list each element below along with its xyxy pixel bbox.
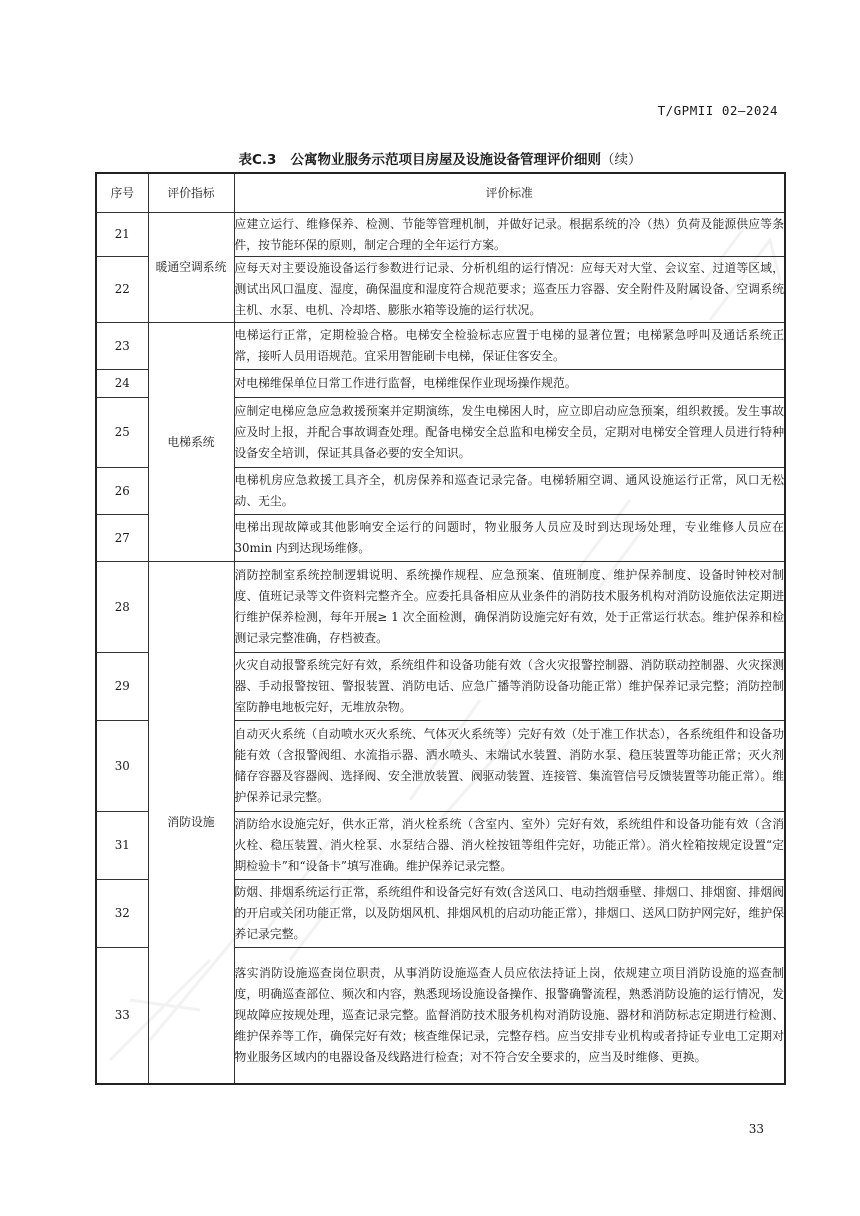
- standard-code: T/GPMII 02—2024: [657, 103, 778, 118]
- row-number: 24: [96, 370, 148, 398]
- page-number: 33: [748, 1122, 764, 1136]
- criteria-text: 消防控制室系统控制逻辑说明、系统操作规程、应急预案、值班制度、维护保养制度、设备时钟校对制度、值班记录等文件资料完整齐全。应委托具备相应从业条件的消防技术服务机构对消防设施依法定期进行维护保养检测，每年开展≥ 1 次全面检测，确保消防设施完好有效，处于正常运行状态。维护保养和检测记录完整准确，存档被查。: [234, 562, 785, 653]
- criteria-text: 应每天对主要设施设备运行参数进行记录、分析机组的运行情况：应每天对大堂、会议室、过道等区域，测试出风口温度、湿度，确保温度和湿度符合规范要求；巡查压力容器、安全附件及附属设备、空调系统主机、水泵、电机、冷却塔、膨胀水箱等设施的运行状况。: [234, 257, 785, 323]
- criteria-text: 消防给水设施完好，供水正常，消火栓系统（含室内、室外）完好有效，系统组件和设备功能有效（含消火栓、稳压装置、消火栓泵、水泵结合器、消火栓按钮等组件完好，功能正常）。消火栓箱按规定设置“定期检验卡”和“设备卡”填写准确。维护保养记录完整。: [234, 812, 785, 880]
- table-row: [96, 562, 785, 653]
- caption-text: 公寓物业服务示范项目房屋及设施设备管理评价细则: [290, 152, 602, 168]
- row-number: 32: [96, 880, 148, 948]
- col-header-criteria: 评价标准: [234, 173, 785, 213]
- criteria-text: 自动灭火系统（自动喷水灭火系统、气体灭火系统等）完好有效（处于准工作状态），各系统组件和设备功能有效（含报警阀组、水流指示器、洒水喷头、末端试水装置、消防水泵、稳压装置等功能正常；灭火剂储存容器及容器阀、选择阀、安全泄放装置、阀驱动装置、连接管、集流管信号反馈装置等功能正常）。维护保养记录完整。: [234, 721, 785, 812]
- row-number: 28: [96, 562, 148, 653]
- row-number: 25: [96, 398, 148, 468]
- row-number: 29: [96, 653, 148, 721]
- criteria-text: 对电梯维保单位日常工作进行监督，电梯维保作业现场操作规范。: [234, 370, 785, 398]
- criteria-text: 电梯出现故障或其他影响安全运行的问题时，物业服务人员应及时到达现场处理，专业维修人员应在 30min 内到达现场维修。: [234, 515, 785, 562]
- table-header-row: [96, 173, 785, 213]
- criteria-text: 落实消防设施巡查岗位职责，从事消防设施巡查人员应依法持证上岗，依规建立项目消防设施的巡查制度，明确巡查部位、频次和内容，熟悉现场设施设备操作、报警确警流程，熟悉消防设施的运行情况，发现故障应按规处理，巡查记录完整。监督消防技术服务机构对消防设施、器材和消防标志定期进行检测、维护保养等工作，确保完好有效；核查维保记录，完整存档。应当安排专业机构或者持证专业电工定期对物业服务区域内的电器设备及线路进行检查；对不符合安全要求的，应当及时维修、更换。: [234, 948, 785, 1084]
- row-number: 31: [96, 812, 148, 880]
- criteria-text: 电梯机房应急救援工具齐全，机房保养和巡查记录完备。电梯轿厢空调、通风设施运行正常，风口无松动、无尘。: [234, 468, 785, 515]
- category-hvac: 暖通空调系统: [148, 213, 234, 323]
- row-number: 21: [96, 213, 148, 257]
- col-header-indicator: 评价指标: [148, 173, 234, 213]
- caption-suffix: （续）: [601, 152, 642, 168]
- col-header-no: 序号: [96, 173, 148, 213]
- table-caption: [95, 148, 785, 168]
- criteria-text: 防烟、排烟系统运行正常，系统组件和设备完好有效(含送风口、电动挡烟垂壁、排烟口、排烟窗、排烟阀的开启或关闭功能正常，以及防烟风机、排烟风机的启动功能正常），排烟口、送风口防护网完好，维护保养记录完整。: [234, 880, 785, 948]
- evaluation-table: [95, 172, 786, 1085]
- table-row: [96, 213, 785, 257]
- row-number: 30: [96, 721, 148, 812]
- row-number: 27: [96, 515, 148, 562]
- criteria-text: 火灾自动报警系统完好有效，系统组件和设备功能有效（含火灾报警控制器、消防联动控制器、火灾探测器、手动报警按钮、警报装置、消防电话、应急广播等消防设备功能正常）维护保养记录完整；消防控制室防静电地板完好，无堆放杂物。: [234, 653, 785, 721]
- category-fire: 消防设施: [148, 562, 234, 1084]
- table-row: [96, 323, 785, 370]
- caption-prefix: 表C.3: [238, 152, 277, 168]
- category-elevator: 电梯系统: [148, 323, 234, 562]
- row-number: 23: [96, 323, 148, 370]
- criteria-text: 应制定电梯应急应急救援预案并定期演练，发生电梯困人时，应立即启动应急预案，组织救援。发生事故应及时上报，并配合事故调查处理。配备电梯安全总监和电梯安全员，定期对电梯安全管理人员进行特种设备安全培训，保证其具备必要的安全知识。: [234, 398, 785, 468]
- row-number: 22: [96, 257, 148, 323]
- row-number: 33: [96, 948, 148, 1084]
- criteria-text: 应建立运行、维修保养、检测、节能等管理机制，并做好记录。根据系统的冷（热）负荷及能源供应等条件，按节能环保的原则，制定合理的全年运行方案。: [234, 213, 785, 257]
- row-number: 26: [96, 468, 148, 515]
- criteria-text: 电梯运行正常，定期检验合格。电梯安全检验标志应置于电梯的显著位置；电梯紧急呼叫及通话系统正常，接听人员用语规范。宜采用智能刷卡电梯，保证住客安全。: [234, 323, 785, 370]
